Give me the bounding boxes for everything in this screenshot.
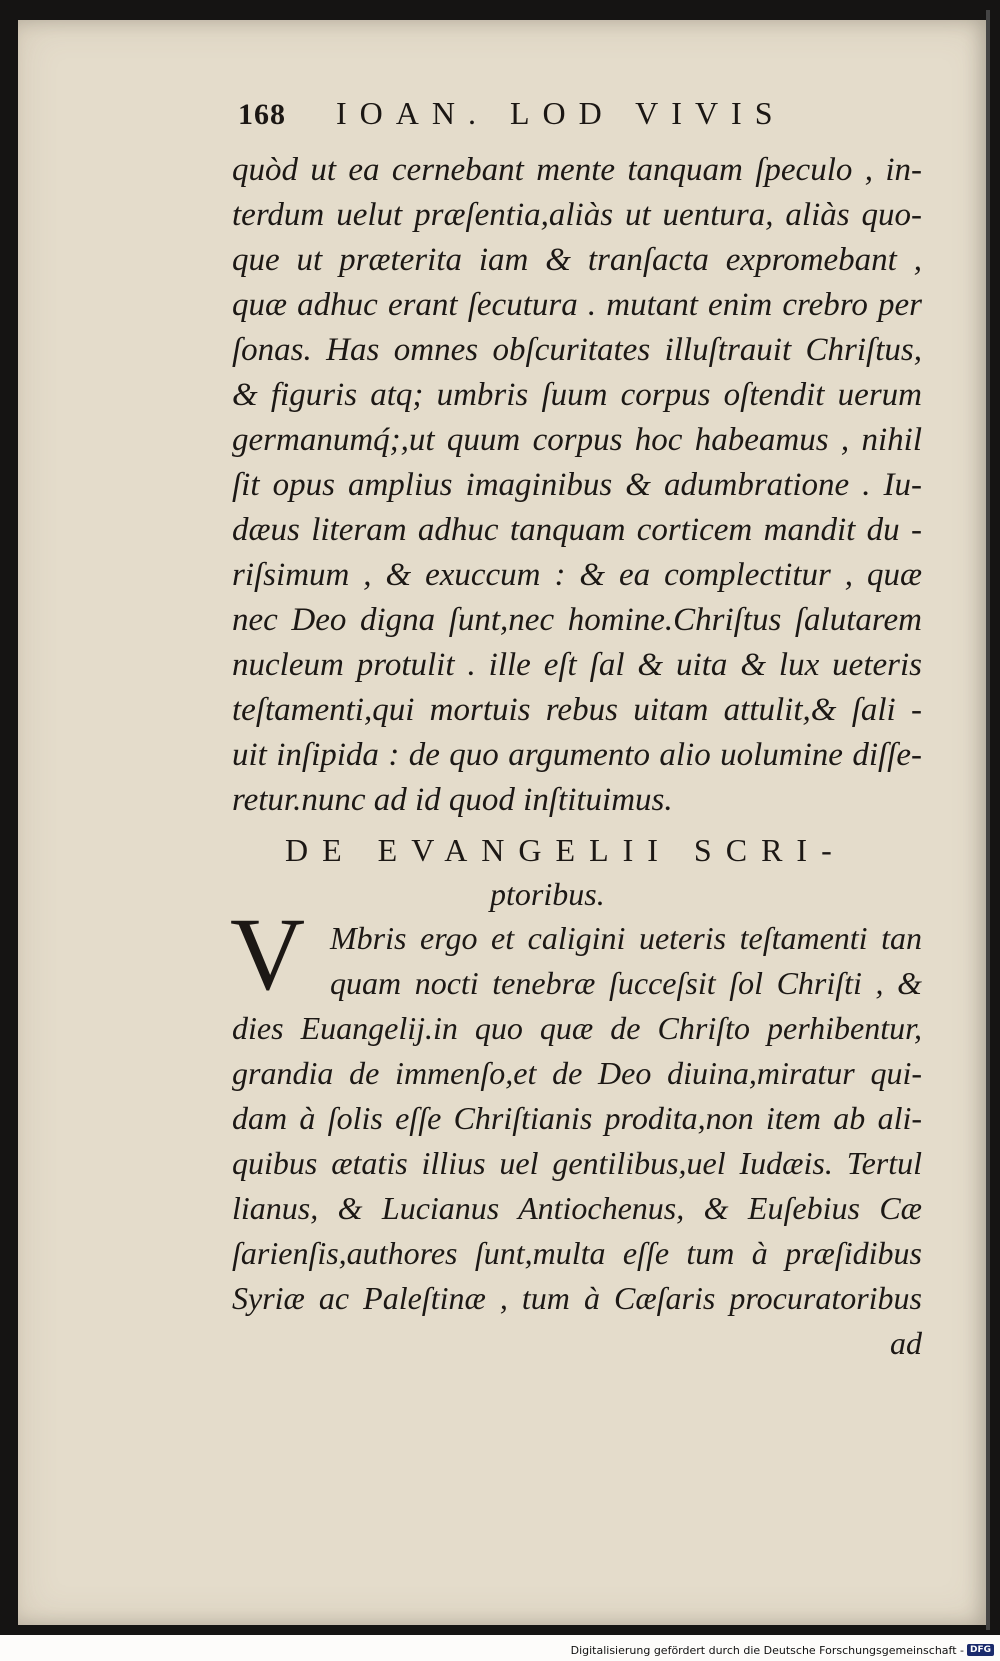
- footer-text: Digitalisierung gefördert durch die Deutsche Forschungsgemeinschaft -: [570, 1643, 964, 1657]
- text-line: teſtamenti,qui mortuis rebus uitam attulit,& ſali -: [232, 692, 922, 728]
- text-line: riſsimum , & exuccum : & ea complectitur , quæ: [232, 557, 922, 593]
- text-line: ſonas. Has omnes obſcuritates illuſtrauit Chriſtus,: [232, 332, 922, 368]
- drop-cap: V: [230, 897, 306, 1012]
- text-line: dam à ſolis eſſe Chriſtianis prodita,non item ab ali-: [232, 1100, 922, 1136]
- text-line: Mbris ergo et caligini ueteris teſtamenti tan: [330, 920, 922, 956]
- section-text-block: [232, 916, 922, 1366]
- text-line: ſit opus amplius imaginibus & adumbratione . Iu-: [232, 467, 922, 503]
- text-line: nucleum protulit . ille eſt ſal & uita & lux ueteris: [232, 647, 922, 683]
- section-heading-continuation: ptoribus.: [490, 876, 605, 912]
- page-header: [238, 95, 888, 145]
- text-line: terdum uelut præſentia,aliàs ut uentura, aliàs quo-: [232, 197, 922, 233]
- text-line: germanumq́;,ut quum corpus hoc habeamus , nihil: [232, 422, 922, 458]
- text-line: lianus, & Lucianus Antiochenus, & Euſebius Cæ: [232, 1190, 922, 1226]
- text-line: uit inſipida : de quo argumento alio uolumine diſſe-: [232, 737, 922, 773]
- text-line: nec Deo digna ſunt,nec homine.Chriſtus ſalutarem: [232, 602, 922, 638]
- text-line: dies Euangelij.in quo quæ de Chriſto perhibentur,: [232, 1010, 922, 1046]
- text-line: quæ adhuc erant ſecutura . mutant enim crebro per: [232, 287, 922, 323]
- dfg-logo: DFG: [967, 1644, 994, 1656]
- text-line: que ut præterita iam & tranſacta expromebant ,: [232, 242, 922, 278]
- text-line: quòd ut ea cernebant mente tanquam ſpeculo , in-: [232, 152, 922, 188]
- section-heading: DE EVANGELII SCRI-: [285, 832, 846, 868]
- text-line: retur.nunc ad id quod inſtituimus.: [232, 782, 673, 818]
- text-line: & figuris atq; umbris ſuum corpus oſtendit uerum: [232, 377, 922, 413]
- page-edge-shadow: [986, 10, 990, 1630]
- text-line: quibus ætatis illius uel gentilibus,uel Iudæis. Tertul: [232, 1145, 922, 1181]
- text-line: grandia de immenſo,et de Deo diuina,miratur qui-: [232, 1055, 922, 1091]
- main-text-block: [232, 148, 922, 823]
- text-line: ſarienſis,authores ſunt,multa eſſe tum à præſidibus: [232, 1235, 922, 1271]
- running-title: IOAN. LOD VIVIS: [336, 95, 786, 131]
- digitization-footer: [571, 1641, 994, 1659]
- catchword: ad: [890, 1325, 922, 1361]
- text-line: quam nocti tenebræ ſucceſsit ſol Chriſti , &: [330, 965, 922, 1001]
- text-line: Syriæ ac Paleſtinæ , tum à Cæſaris procuratoribus: [232, 1280, 922, 1316]
- page-number: 168: [238, 98, 286, 131]
- text-line: dæus literam adhuc tanquam corticem mandit du -: [232, 512, 922, 548]
